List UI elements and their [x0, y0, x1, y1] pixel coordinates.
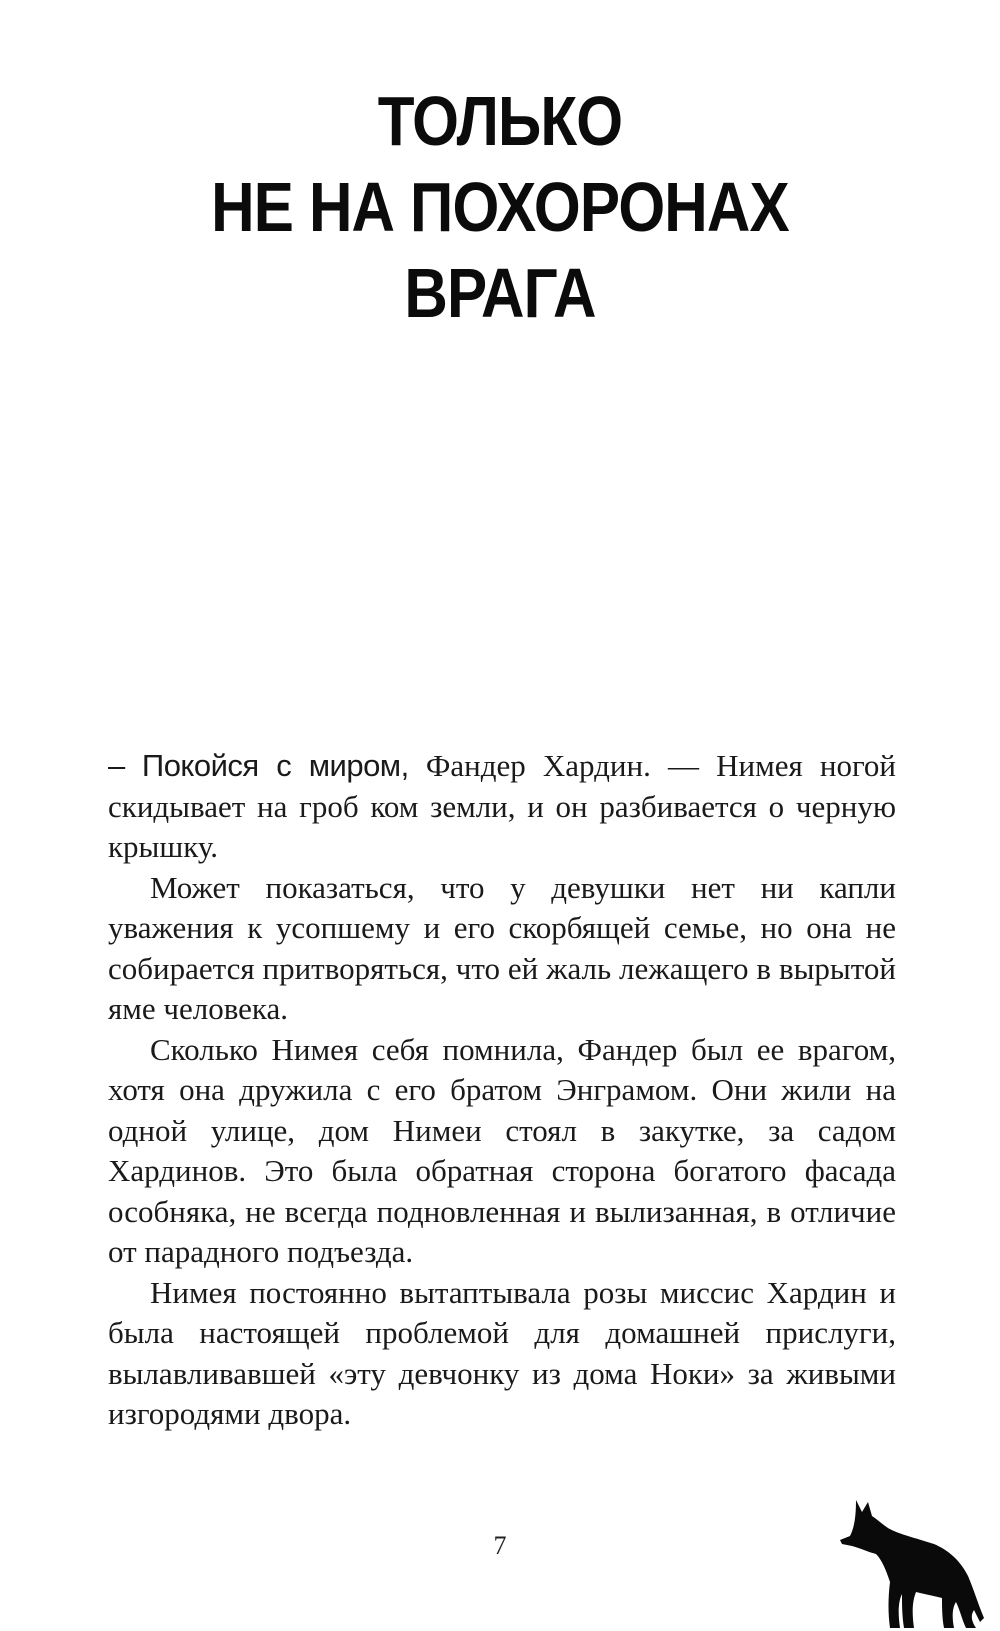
opening-dash: – [108, 748, 125, 783]
chapter-title [70, 78, 930, 336]
paragraph-2: Может показаться, что у девушки нет ни капли уважения к усопшему и его скорбящей семье, но она не собирается притворяться, что ей жаль лежащего в вырытой яме человека. [108, 869, 896, 1026]
chapter-title-line-1: ТОЛЬКО [377, 82, 623, 160]
chapter-title-line-3: ВРАГА [404, 254, 596, 332]
wolf-silhouette [840, 1500, 984, 1628]
chapter-title-line-2: НЕ НА ПОХОРОНАХ [211, 168, 789, 246]
page-number: 7 [493, 1531, 507, 1560]
wolf-icon [838, 1498, 988, 1630]
paragraph-1 [108, 746, 896, 868]
opening-words: Покойся с миром, [141, 748, 409, 783]
paragraph-1-rest: Фандер Хардин. — Нимея ногой скидывает на гроб ком земли, и он разбивается о черную крышку. [108, 748, 897, 864]
chapter-body [108, 746, 896, 1435]
paragraph-4: Нимея постоянно вытаптывала розы миссис Хардин и была настоящей проблемой для домашней прислуги, вылавливавшей «эту девчонку из дома Ноки» за живыми изгородями двора. [108, 1274, 896, 1431]
paragraph-3: Сколько Нимея себя помнила, Фандер был ее врагом, хотя она дружила с его братом Энграмом. Они жили на одной улице, дом Нимеи стоял в закутке, за садом Хардинов. Это была обратная сторона богатого фасада особняка, не всегда подновленная и вылизанная, в отличие от парадного подъезда. [108, 1031, 896, 1269]
